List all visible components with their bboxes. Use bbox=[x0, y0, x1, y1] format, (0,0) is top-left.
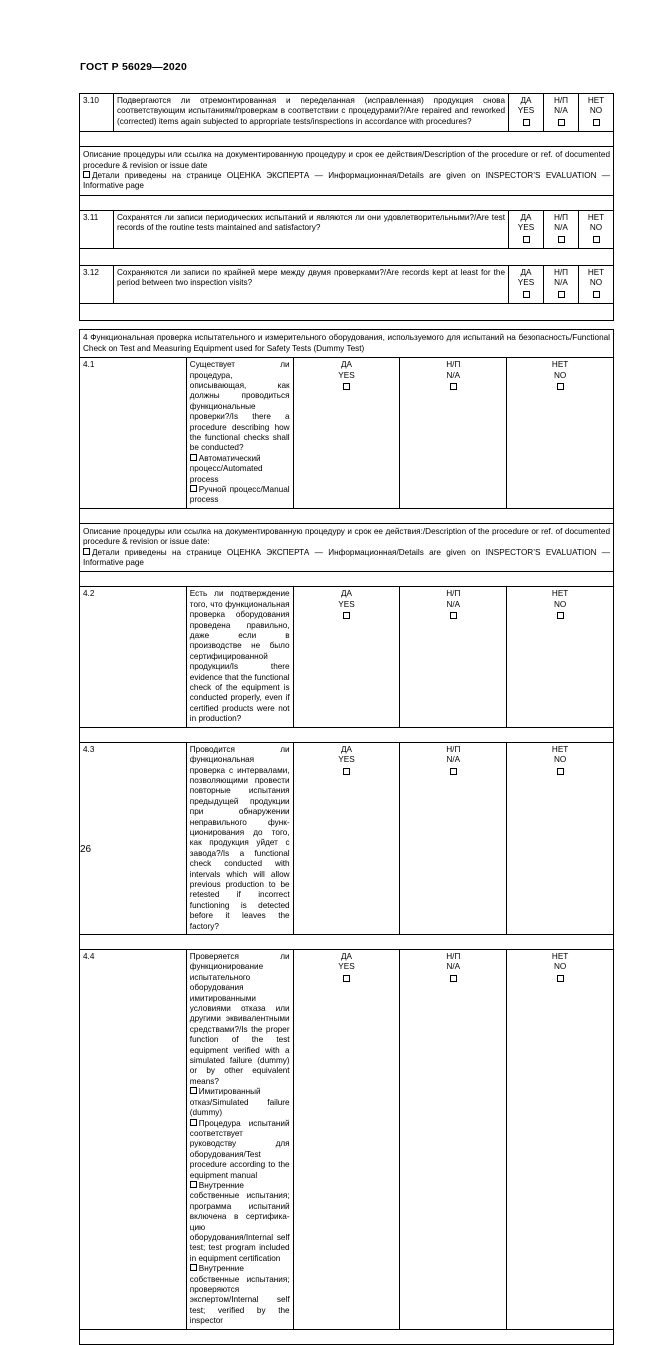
checkbox-yes[interactable] bbox=[343, 383, 350, 390]
question-text: Подвергаются ли отремонтированная и переделанная (исправленная) продукция снова соответствующим испытаниям/проверкам в соответствии с процедурами?/Are repaired and reworked (corrected) items again subjected to appropriate tests/inspections in accordance with procedures? bbox=[114, 94, 509, 132]
checkbox-na[interactable] bbox=[450, 975, 457, 982]
answer-yes[interactable]: ДА YES bbox=[293, 358, 400, 509]
page-number: 26 bbox=[80, 844, 92, 855]
inspection-form bbox=[79, 93, 614, 1345]
question-number: 4.1 bbox=[80, 358, 187, 509]
question-number: 4.4 bbox=[80, 950, 187, 1330]
question-row-4-4 bbox=[80, 950, 614, 1330]
section-4-table bbox=[79, 329, 614, 1344]
answer-no[interactable]: НЕТ NO bbox=[579, 210, 614, 248]
option-label: Имитированный отказ/Simulated failure (dummy) bbox=[189, 1087, 290, 1118]
description-row bbox=[80, 523, 614, 572]
checkbox-internal-self-test-inspector[interactable] bbox=[190, 1264, 197, 1271]
comment-field[interactable] bbox=[80, 572, 614, 587]
comment-row bbox=[80, 935, 614, 950]
answer-yes[interactable]: ДА YES bbox=[509, 210, 544, 248]
description-text: Описание процедуры или ссылка на документированную процедуру и срок ее действия:/Description of the procedure or ref. of documented procedure & revision or issue date: bbox=[83, 526, 610, 547]
section-3-table bbox=[79, 93, 614, 321]
checkbox-yes[interactable] bbox=[523, 291, 530, 298]
question-text: Проводится ли функциональная проверка с интервалами, позволяющими провести повторные испытания предыдущей продукции при обнаружении неправильного функционирования до того, как продукция уйдет с завода?/Is a functional check conducted with intervals which will allow previous production to be retested if incorrect functioning is detected before it leaves the factory? bbox=[186, 742, 293, 934]
answer-na[interactable]: Н/П N/A bbox=[400, 742, 507, 934]
answer-na[interactable]: Н/П N/A bbox=[400, 950, 507, 1330]
option-label: Процедура испытаний соответствует руководству для оборудования/Test procedure according to the equipment manual bbox=[189, 1118, 290, 1180]
checkbox-na[interactable] bbox=[450, 612, 457, 619]
checkbox-na[interactable] bbox=[450, 768, 457, 775]
answer-yes[interactable]: ДА YES bbox=[293, 742, 400, 934]
checkbox-simulated-failure[interactable] bbox=[190, 1087, 197, 1094]
answer-no[interactable]: НЕТ NO bbox=[507, 587, 614, 727]
comment-row bbox=[80, 304, 614, 321]
question-number: 4.3 bbox=[80, 742, 187, 934]
question-text: Сохранятся ли записи периодических испытаний и являются ли они удовлетворительными?/Are test records of the routine tests maintained and satisfactory? bbox=[114, 210, 509, 248]
question-row-4-1 bbox=[80, 358, 614, 509]
checkbox-na[interactable] bbox=[558, 119, 565, 126]
question-number: 3.10 bbox=[80, 94, 114, 132]
question-row-3-11 bbox=[80, 210, 614, 248]
checkbox-yes[interactable] bbox=[523, 236, 530, 243]
comment-field[interactable] bbox=[80, 935, 614, 950]
checkbox-na[interactable] bbox=[558, 291, 565, 298]
checkbox-details[interactable] bbox=[83, 171, 90, 178]
answer-no[interactable]: НЕТ NO bbox=[507, 358, 614, 509]
comment-field[interactable] bbox=[80, 195, 614, 210]
answer-yes[interactable]: ДА YES bbox=[293, 950, 400, 1330]
answer-na[interactable]: Н/П N/A bbox=[544, 266, 579, 304]
question-row-3-12 bbox=[80, 266, 614, 304]
checkbox-equipment-manual[interactable] bbox=[190, 1119, 197, 1126]
checkbox-no[interactable] bbox=[593, 119, 600, 126]
option-label: Внутренние собственные испытания; проверяются экспертом/Internal self test; verified by the inspector bbox=[189, 1264, 290, 1326]
checkbox-yes[interactable] bbox=[343, 768, 350, 775]
comment-field[interactable] bbox=[80, 1329, 614, 1344]
comment-field[interactable] bbox=[80, 727, 614, 742]
details-note: Детали приведены на странице ОЦЕНКА ЭКСПЕРТА — Информационная/Details are given on INSPECTOR’S EVALUATION — Informative page bbox=[83, 171, 610, 191]
checkbox-no[interactable] bbox=[593, 291, 600, 298]
checkbox-details[interactable] bbox=[83, 548, 90, 555]
answer-no[interactable]: НЕТ NO bbox=[507, 950, 614, 1330]
question-number: 3.11 bbox=[80, 210, 114, 248]
question-text: Проверяется ли функционирование испытательного оборудования имитированными условиями отказа или другими эквивалентными средствами?/Is the proper function of the test equipment verified with a simulated failure (dummy) or by other equivalent means? bbox=[189, 952, 290, 1086]
answer-no[interactable]: НЕТ NO bbox=[579, 94, 614, 132]
comment-row bbox=[80, 249, 614, 266]
option-label: Внутренние собственные испытания; программа испытаний включена в сертификацию оборудования/Internal self test; test program included in equipment certification bbox=[189, 1180, 290, 1263]
question-text: Есть ли подтверждение того, что функциональная проверка оборудования проведена правильно, даже если в производстве не было сертифицированной продукции/Is there evidence that the functional check of the equipment is conducted properly, even if certified products were not in production? bbox=[186, 587, 293, 727]
checkbox-no[interactable] bbox=[557, 383, 564, 390]
answer-na[interactable]: Н/П N/A bbox=[400, 587, 507, 727]
checkbox-na[interactable] bbox=[558, 236, 565, 243]
answer-yes[interactable]: ДА YES bbox=[509, 266, 544, 304]
description-row bbox=[80, 147, 614, 196]
document-header: ГОСТ Р 56029—2020 bbox=[80, 61, 188, 73]
answer-na[interactable]: Н/П N/A bbox=[400, 358, 507, 509]
answer-no[interactable]: НЕТ NO bbox=[579, 266, 614, 304]
question-number: 3.12 bbox=[80, 266, 114, 304]
question-number: 4.2 bbox=[80, 587, 187, 727]
section-title: 4 Функциональная проверка испытательного и измерительного оборудования, используемого для испытаний на безопасность/Functional Check on Test and Measuring Equipment used for Safety Tests (Dummy Test) bbox=[80, 330, 614, 358]
question-row-3-10 bbox=[80, 94, 614, 132]
checkbox-internal-self-test-cert[interactable] bbox=[190, 1181, 197, 1188]
comment-row bbox=[80, 727, 614, 742]
comment-row bbox=[80, 132, 614, 147]
comment-row bbox=[80, 508, 614, 523]
checkbox-no[interactable] bbox=[557, 612, 564, 619]
comment-field[interactable] bbox=[80, 304, 614, 321]
details-note: Детали приведены на странице ОЦЕНКА ЭКСПЕРТА — Информационная/Details are given on INSPECTOR’S EVALUATION — Informative page bbox=[83, 547, 610, 567]
answer-no[interactable]: НЕТ NO bbox=[507, 742, 614, 934]
answer-yes[interactable]: ДА YES bbox=[293, 587, 400, 727]
question-row-4-2 bbox=[80, 587, 614, 727]
checkbox-no[interactable] bbox=[557, 768, 564, 775]
comment-row bbox=[80, 1329, 614, 1344]
comment-field[interactable] bbox=[80, 249, 614, 266]
question-text: Существует ли процедура, описывающая, как должны проводиться функциональные проверки?/Is there a procedure describing how the functional checks shall be conducted? bbox=[189, 360, 290, 453]
checkbox-yes[interactable] bbox=[343, 612, 350, 619]
option-label: Автоматический процесс/Automated process bbox=[189, 453, 263, 484]
checkbox-automated[interactable] bbox=[190, 454, 197, 461]
checkbox-no[interactable] bbox=[557, 975, 564, 982]
section-title-row bbox=[80, 330, 614, 358]
checkbox-yes[interactable] bbox=[523, 119, 530, 126]
checkbox-na[interactable] bbox=[450, 383, 457, 390]
option-label: Ручной процесс/Manual process bbox=[189, 484, 290, 505]
comment-row bbox=[80, 195, 614, 210]
checkbox-manual[interactable] bbox=[190, 485, 197, 492]
checkbox-no[interactable] bbox=[593, 236, 600, 243]
comment-field[interactable] bbox=[80, 132, 614, 147]
checkbox-yes[interactable] bbox=[343, 975, 350, 982]
description-text: Описание процедуры или ссылка на документированную процедуру и срок ее действия/Description of the procedure or ref. of documented procedure & revision or issue date bbox=[83, 150, 610, 170]
question-row-4-3 bbox=[80, 742, 614, 934]
answer-na[interactable]: Н/П N/A bbox=[544, 94, 579, 132]
question-text: Сохраняются ли записи по крайней мере между двумя проверками?/Are records kept at least for the period between two inspection visits? bbox=[114, 266, 509, 304]
comment-field[interactable] bbox=[80, 508, 614, 523]
answer-yes[interactable]: ДА YES bbox=[509, 94, 544, 132]
answer-na[interactable]: Н/П N/A bbox=[544, 210, 579, 248]
comment-row bbox=[80, 572, 614, 587]
